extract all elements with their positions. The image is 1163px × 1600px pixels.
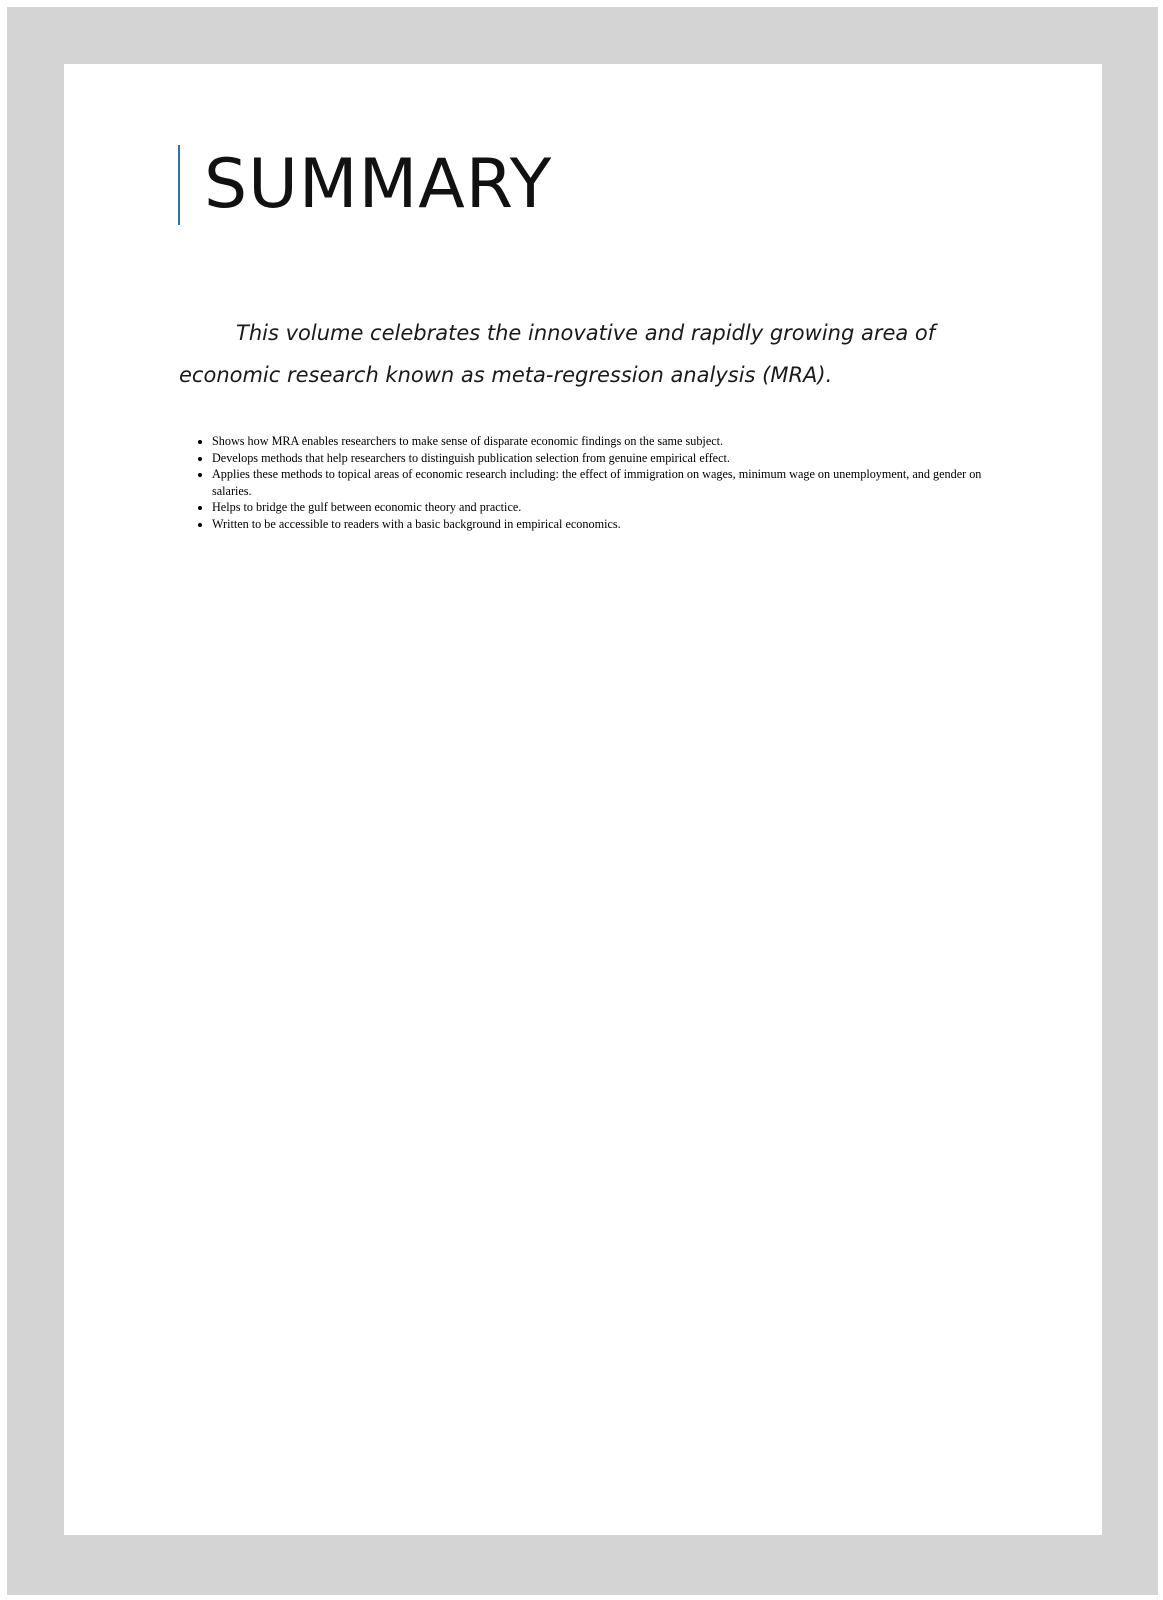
bullet-list bbox=[179, 433, 1012, 532]
title-block bbox=[178, 145, 552, 225]
list-item: • Shows how MRA enables researchers to make sense of disparate economic findings on the same subject. bbox=[212, 433, 1012, 450]
list-item: • Applies these methods to topical areas of economic research including: the effect of immigration on wages, minimum wage on unemployment, and gender on salaries. bbox=[212, 466, 1012, 499]
list-item: • Helps to bridge the gulf between economic theory and practice. bbox=[212, 499, 1012, 516]
document-page bbox=[64, 64, 1102, 1535]
intro-paragraph: This volume celebrates the innovative and rapidly growing area of economic research known as meta-regression analysis (MRA). bbox=[179, 321, 936, 387]
page-title: SUMMARY bbox=[204, 145, 553, 224]
page-frame bbox=[7, 7, 1158, 1595]
list-item: • Written to be accessible to readers with a basic background in empirical economics. bbox=[212, 516, 1012, 533]
list-item: • Develops methods that help researchers to distinguish publication selection from genuine empirical effect. bbox=[212, 450, 1012, 467]
